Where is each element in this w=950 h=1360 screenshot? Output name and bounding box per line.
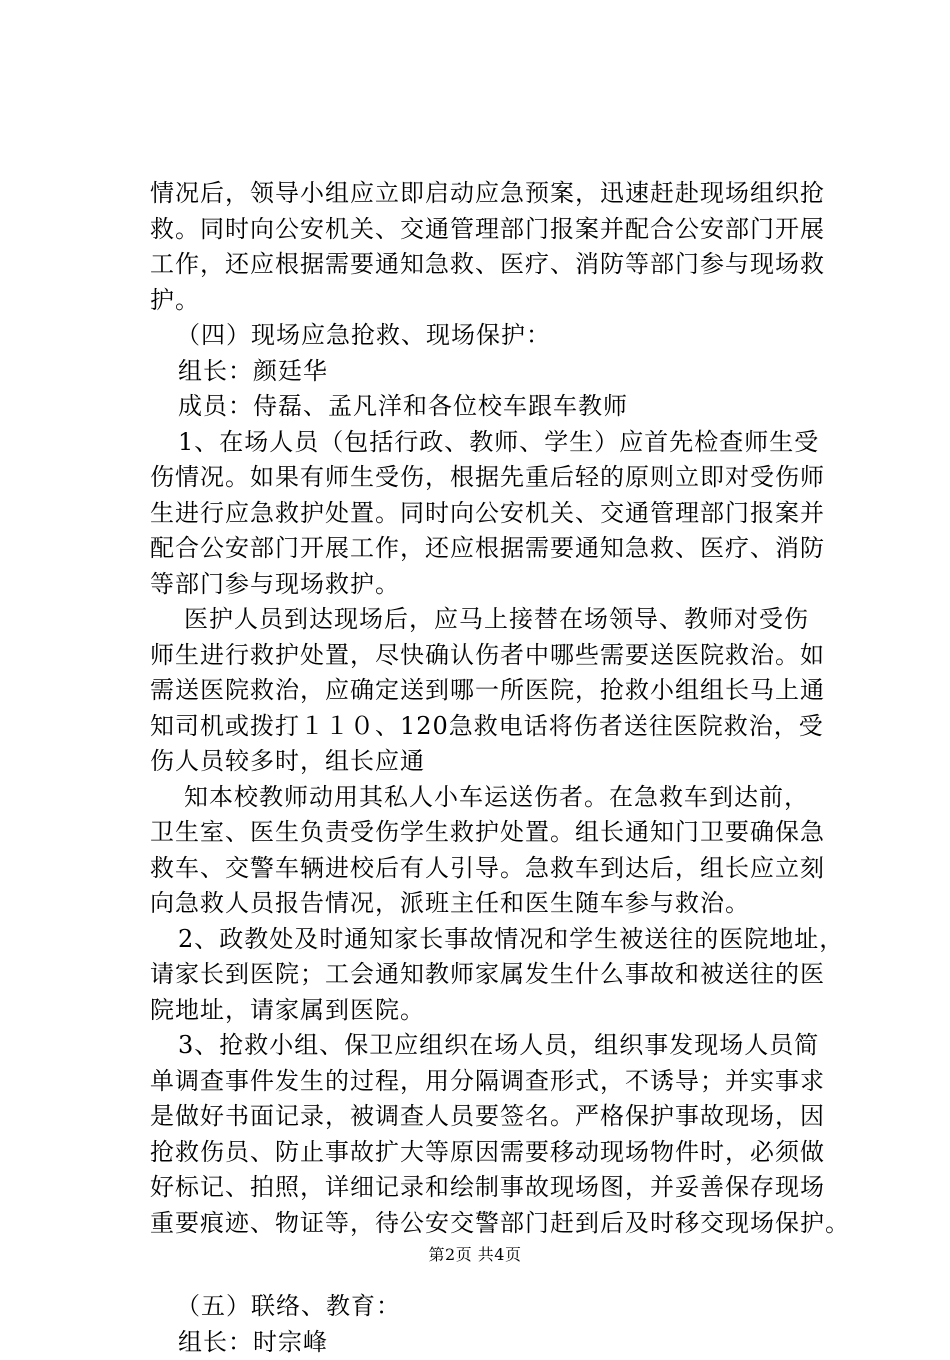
paragraph-line: 伤情况。如果有师生受伤，根据先重后轻的原则立即对受伤师 bbox=[150, 460, 850, 496]
group-leader-line: 组长：时宗峰 bbox=[150, 1325, 850, 1360]
paragraph-line: 等部门参与现场救护。 bbox=[150, 567, 850, 603]
paragraph-line: 工作，还应根据需要通知急救、医疗、消防等部门参与现场救 bbox=[150, 247, 850, 283]
paragraph-line: 需送医院救治，应确定送到哪一所医院，抢救小组组长马上通 bbox=[150, 673, 850, 709]
paragraph-line: 向急救人员报告情况，派班主任和医生随车参与救治。 bbox=[150, 886, 850, 922]
paragraph-line: 是做好书面记录，被调查人员要签名。严格保护事故现场，因 bbox=[150, 1099, 850, 1135]
paragraph-line: 护。 bbox=[150, 283, 850, 319]
paragraph-line: 师生进行救护处置，尽快确认伤者中哪些需要送医院救治。如 bbox=[150, 638, 850, 674]
group-leader-line: 组长：颜廷华 bbox=[150, 354, 850, 390]
paragraph-line: 救。同时向公安机关、交通管理部门报案并配合公安部门开展 bbox=[150, 212, 850, 248]
paragraph-line: 重要痕迹、物证等，待公安交警部门赶到后及时移交现场保护。 bbox=[150, 1206, 850, 1242]
paragraph-line: 知司机或拨打１１０、120急救电话将伤者送往医院救治，受 bbox=[150, 709, 850, 745]
paragraph-line: 2、政教处及时通知家长事故情况和学生被送往的医院地址， bbox=[150, 922, 850, 958]
paragraph-line: 1、在场人员（包括行政、教师、学生）应首先检查师生受 bbox=[150, 425, 850, 461]
paragraph-line: 卫生室、医生负责受伤学生救护处置。组长通知门卫要确保急 bbox=[150, 815, 850, 851]
section-heading: （五）联络、教育： bbox=[150, 1289, 850, 1325]
paragraph-line: 情况后，领导小组应立即启动应急预案，迅速赶赴现场组织抢 bbox=[150, 176, 850, 212]
paragraph-line: 生进行应急救护处置。同时向公安机关、交通管理部门报案并 bbox=[150, 496, 850, 532]
paragraph-line: 配合公安部门开展工作，还应根据需要通知急救、医疗、消防 bbox=[150, 531, 850, 567]
paragraph-line: 抢救伤员、防止事故扩大等原因需要移动现场物件时，必须做 bbox=[150, 1135, 850, 1171]
paragraph-line: 好标记、拍照，详细记录和绘制事故现场图，并妥善保存现场 bbox=[150, 1170, 850, 1206]
paragraph-line: 3、抢救小组、保卫应组织在场人员，组织事发现场人员简 bbox=[150, 1028, 850, 1064]
section-heading: （四）现场应急抢救、现场保护： bbox=[150, 318, 850, 354]
paragraph-line: 伤人员较多时，组长应通 bbox=[150, 744, 850, 780]
paragraph-line: 医护人员到达现场后，应马上接替在场领导、教师对受伤 bbox=[150, 602, 850, 638]
paragraph-line: 请家长到医院；工会通知教师家属发生什么事故和被送往的医 bbox=[150, 957, 850, 993]
document-body bbox=[150, 176, 850, 1360]
page-number-footer: 第2页 共4页 bbox=[0, 1245, 950, 1265]
paragraph-line: 院地址，请家属到医院。 bbox=[150, 993, 850, 1029]
paragraph-line: 救车、交警车辆进校后有人引导。急救车到达后，组长应立刻 bbox=[150, 851, 850, 887]
paragraph-line: 单调查事件发生的过程，用分隔调查形式，不诱导；并实事求 bbox=[150, 1064, 850, 1100]
group-members-line: 成员：侍磊、孟凡洋和各位校车跟车教师 bbox=[150, 389, 850, 425]
paragraph-line: 知本校教师动用其私人小车运送伤者。在急救车到达前， bbox=[150, 780, 850, 816]
